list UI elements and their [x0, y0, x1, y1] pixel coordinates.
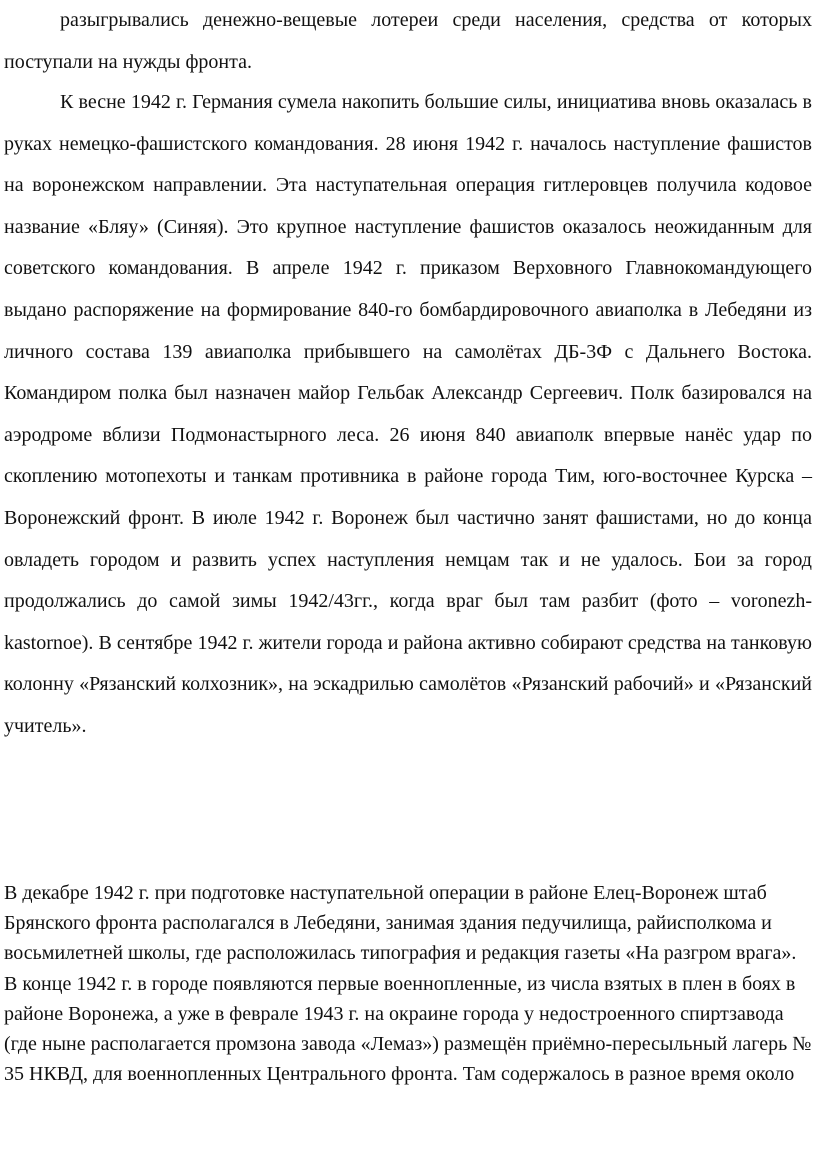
paragraph-lotteries: разыгрывались денежно-вещевые лотереи среди населения, средства от которых поступали на нужды фронта. [4, 9, 812, 73]
paragraph-spring-1942: К весне 1942 г. Германия сумела накопить большие силы, инициатива вновь оказалась в руках немецко-фашистского командования. 28 июня 1942 г. началось наступление фашистов на воронежском направлении. Эта наступательная операция гитлеровцев получила кодовое название «Бляу» (Синяя). Это крупное наступление фашистов оказалось неожиданным для советского командования. В апреле 1942 г. приказом Верховного Главнокомандующего выдано распоряжение на формирование 840-го бомбардировочного авиаполка в Лебедяни из личного состава 139 авиаполка прибывшего на самолётах ДБ-3Ф с Дальнего Востока. Командиром полка был назначен майор Гельбак Александр Сергеевич. Полк базировался на аэродроме вблизи Подмонастырного леса. 26 июня 840 авиаполк впервые нанёс удар по скоплению мотопехоты и танкам противника в районе города Тим, юго-восточнее Курска – Воронежский фронт. В июле 1942 г. Воронеж был частично занят фашистами, но до конца овладеть городом и развить успех наступления немцам так и не удалось. Бои за город продолжались до самой зимы 1942/43гг., когда враг был там разбит (фото – voronezh-kastornoe). В сентябре 1942 г. жители города и района активно собирают средства на танковую колонну «Рязанский колхозник», на эскадрилью самолётов «Рязанский рабочий» и «Рязанский учитель». [4, 91, 812, 737]
paragraph-december-1942: В декабре 1942 г. при подготовке наступательной операции в районе Елец-Воронеж штаб Брянского фронта располагался в Лебедяни, занимая здания педучилища, райисполкома и восьмилетней школы, где расположилась типография и редакция газеты «На разгром врага». В конце 1942 г. в городе появляются первые военнопленные, из числа взятых в плен в боях в районе Воронежа, а уже в феврале 1943 г. на окраине города у недостроенного спиртзавода (где ныне располагается промзона завода «Лемаз») размещён приёмно-пересыльный лагерь № 35 НКВД, для военнопленных Центрального фронта. Там содержалось в разное время около [4, 882, 812, 1086]
